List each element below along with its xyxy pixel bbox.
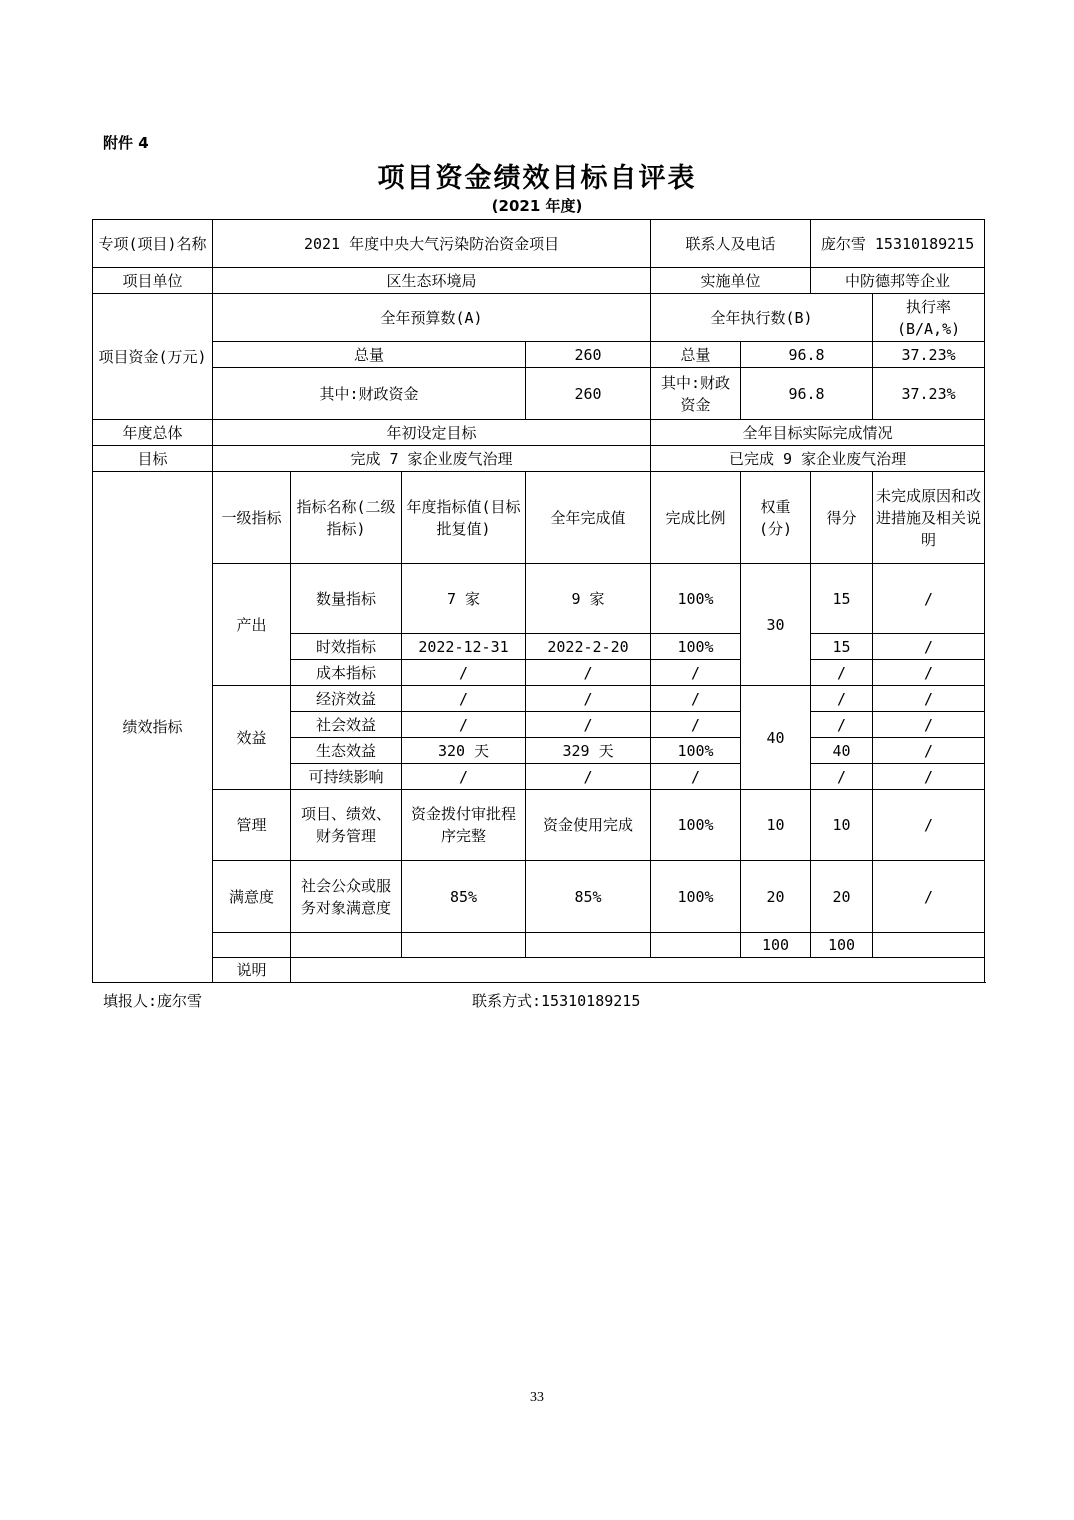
- satisfaction-done: 85%: [526, 861, 651, 933]
- table-row-target: /: [402, 712, 526, 738]
- contact-label: 联系人及电话: [651, 220, 811, 268]
- table-row-target: 2022-12-31: [402, 634, 526, 660]
- impl-unit-label: 实施单位: [651, 268, 811, 294]
- project-name-value: 2021 年度中央大气污染防治资金项目: [213, 220, 651, 268]
- satisfaction-label: 满意度: [213, 861, 291, 933]
- table-row-done: 9 家: [526, 564, 651, 634]
- table-row-ratio: 100%: [651, 738, 741, 764]
- total-exec: 96.8: [741, 342, 873, 368]
- total-empty-1: [213, 933, 291, 958]
- goal-set-value: 完成 7 家企业废气治理: [213, 446, 651, 472]
- contact-value: 庞尔雪 15310189215: [811, 220, 985, 268]
- manage-note: /: [873, 790, 985, 861]
- table-row-target: 7 家: [402, 564, 526, 634]
- table-row-target: /: [402, 764, 526, 790]
- header-note: 未完成原因和改进措施及相关说明: [873, 472, 985, 564]
- total-label-2: 总量: [651, 342, 741, 368]
- table-row-target: /: [402, 660, 526, 686]
- table-row-score: /: [811, 660, 873, 686]
- remark-label: 说明: [213, 958, 291, 983]
- fiscal-budget: 260: [526, 368, 651, 420]
- output-label: 产出: [213, 564, 291, 686]
- contact-method: 联系方式:15310189215: [472, 992, 641, 1010]
- table-row-ratio: /: [651, 686, 741, 712]
- table-row-done: 2022-2-20: [526, 634, 651, 660]
- table-row-score: /: [811, 764, 873, 790]
- table-row-ratio: /: [651, 764, 741, 790]
- table-row-ratio: 100%: [651, 634, 741, 660]
- table-row-done: 329 天: [526, 738, 651, 764]
- total-weight: 100: [741, 933, 811, 958]
- goal-label-b: 目标: [93, 446, 213, 472]
- table-row-done: /: [526, 712, 651, 738]
- table-row-done: /: [526, 660, 651, 686]
- table-row-name: 成本指标: [291, 660, 402, 686]
- header-weight: 权重(分): [741, 472, 811, 564]
- header-done: 全年完成值: [526, 472, 651, 564]
- table-row-note: /: [873, 564, 985, 634]
- table-row-score: /: [811, 686, 873, 712]
- page-title: 项目资金绩效目标自评表: [377, 163, 697, 194]
- table-row-name: 可持续影响: [291, 764, 402, 790]
- filler: 填报人:庞尔雪: [103, 992, 203, 1010]
- fiscal-label: 其中:财政资金: [213, 368, 526, 420]
- table-row-ratio: /: [651, 712, 741, 738]
- project-unit-label: 项目单位: [93, 268, 213, 294]
- satisfaction-weight: 20: [741, 861, 811, 933]
- table-row-score: 15: [811, 634, 873, 660]
- table-row-score: /: [811, 712, 873, 738]
- total-rate: 37.23%: [873, 342, 985, 368]
- evaluation-table: [92, 219, 985, 983]
- project-unit-value: 区生态环境局: [213, 268, 651, 294]
- table-row-name: 生态效益: [291, 738, 402, 764]
- satisfaction-ratio: 100%: [651, 861, 741, 933]
- table-row-note: /: [873, 660, 985, 686]
- goal-label-a: 年度总体: [93, 420, 213, 446]
- total-empty-4: [526, 933, 651, 958]
- table-row-note: /: [873, 764, 985, 790]
- total-empty-2: [291, 933, 402, 958]
- total-empty-3: [402, 933, 526, 958]
- attachment-label: 附件 4: [103, 134, 149, 152]
- rate-label: 执行率(B/A,%): [873, 294, 985, 342]
- budget-label: 全年预算数(A): [213, 294, 651, 342]
- funds-label: 项目资金(万元): [93, 294, 213, 420]
- table-row-ratio: /: [651, 660, 741, 686]
- total-label: 总量: [213, 342, 526, 368]
- manage-done: 资金使用完成: [526, 790, 651, 861]
- table-row-name: 数量指标: [291, 564, 402, 634]
- table-row-note: /: [873, 712, 985, 738]
- satisfaction-note: /: [873, 861, 985, 933]
- manage-score: 10: [811, 790, 873, 861]
- total-budget: 260: [526, 342, 651, 368]
- header-score: 得分: [811, 472, 873, 564]
- manage-target: 资金拨付审批程序完整: [402, 790, 526, 861]
- header-ratio: 完成比例: [651, 472, 741, 564]
- goal-actual-label: 全年目标实际完成情况: [651, 420, 985, 446]
- table-row-name: 社会效益: [291, 712, 402, 738]
- total-empty-5: [651, 933, 741, 958]
- table-row-done: /: [526, 764, 651, 790]
- satisfaction-score: 20: [811, 861, 873, 933]
- table-row-note: /: [873, 686, 985, 712]
- exec-label: 全年执行数(B): [651, 294, 873, 342]
- table-row-name: 时效指标: [291, 634, 402, 660]
- project-name-label: 专项(项目)名称: [93, 220, 213, 268]
- impl-unit-value: 中防德邦等企业: [811, 268, 985, 294]
- year-label: (2021 年度): [491, 197, 583, 215]
- table-row-score: 15: [811, 564, 873, 634]
- table-row-done: /: [526, 686, 651, 712]
- table-row-score: 40: [811, 738, 873, 764]
- header-level1: 一级指标: [213, 472, 291, 564]
- page-number: 33: [530, 1390, 544, 1405]
- satisfaction-name: 社会公众或服务对象满意度: [291, 861, 402, 933]
- header-target: 年度指标值(目标批复值): [402, 472, 526, 564]
- table-row-ratio: 100%: [651, 564, 741, 634]
- manage-weight: 10: [741, 790, 811, 861]
- manage-label: 管理: [213, 790, 291, 861]
- satisfaction-target: 85%: [402, 861, 526, 933]
- table-row-note: /: [873, 634, 985, 660]
- fiscal-rate: 37.23%: [873, 368, 985, 420]
- benefit-label: 效益: [213, 686, 291, 790]
- goal-actual-value: 已完成 9 家企业废气治理: [651, 446, 985, 472]
- total-empty-6: [873, 933, 985, 958]
- benefit-weight: 40: [741, 686, 811, 790]
- goal-set-label: 年初设定目标: [213, 420, 651, 446]
- table-row-target: 320 天: [402, 738, 526, 764]
- remark-value: [291, 958, 985, 983]
- fiscal-label-2: 其中:财政资金: [651, 368, 741, 420]
- output-weight: 30: [741, 564, 811, 686]
- total-score: 100: [811, 933, 873, 958]
- perf-label: 绩效指标: [93, 472, 213, 983]
- manage-ratio: 100%: [651, 790, 741, 861]
- fiscal-exec: 96.8: [741, 368, 873, 420]
- table-row-target: /: [402, 686, 526, 712]
- table-row-note: /: [873, 738, 985, 764]
- table-row-name: 经济效益: [291, 686, 402, 712]
- manage-name: 项目、绩效、财务管理: [291, 790, 402, 861]
- header-name: 指标名称(二级指标): [291, 472, 402, 564]
